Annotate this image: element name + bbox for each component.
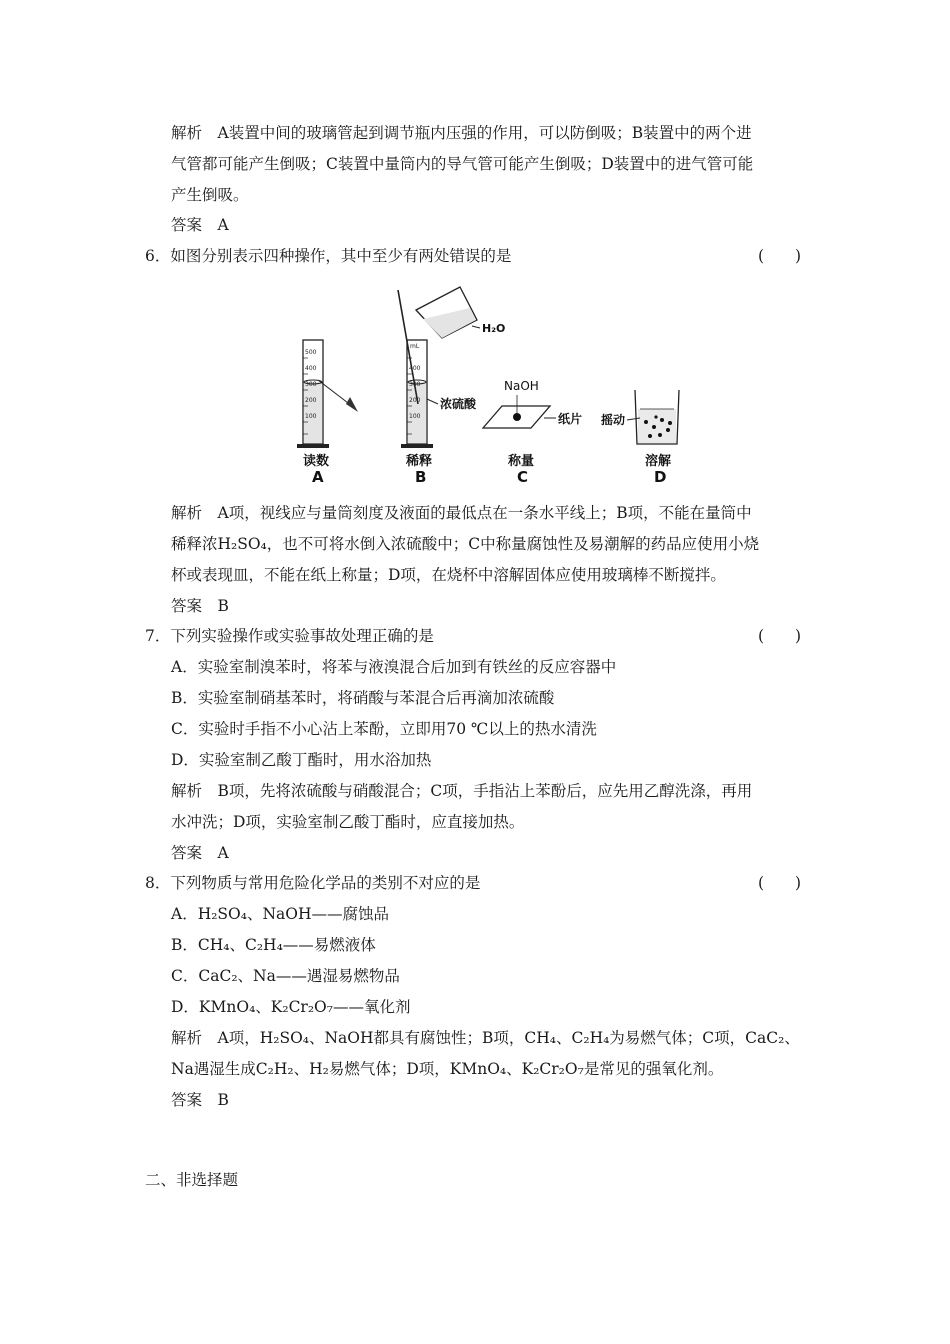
q6-analysis-line-2: 稀释浓H₂SO₄，也不可将水倒入浓硫酸中；C中称量腐蚀性及易潮解的药品应使用小烧 <box>171 535 760 553</box>
letter-d: D <box>654 468 667 484</box>
letter-b: B <box>415 468 427 484</box>
q7-answer-paren: ( ) <box>758 627 802 645</box>
q8-analysis-line-2: Na遇湿生成C₂H₂、H₂易燃气体；D项，KMnO₄、K₂Cr₂O₇是常见的强氧化剂。 <box>171 1060 724 1078</box>
q8-option-a: A．H₂SO₄、NaOH——腐蚀品 <box>171 905 389 923</box>
eye-icon <box>346 397 358 412</box>
scale-400-a: 400 <box>305 365 317 372</box>
q5-analysis-line-2: 气管都可能产生倒吸；C装置中量筒内的导气管可能产生倒吸；D装置中的进气管可能 <box>171 155 754 173</box>
scale-100-b: 100 <box>409 413 421 420</box>
q8-option-b: B．CH₄、C₂H₄——易燃液体 <box>171 936 376 954</box>
op-label-c: 称量 <box>508 454 535 469</box>
scale-200-a: 200 <box>305 397 317 404</box>
q6-analysis-line-1: 解析 A项，视线应与量筒刻度及液面的最低点在一条水平线上；B项，不能在量筒中 <box>171 504 752 522</box>
q8-option-c: C．CaC₂、Na——遇湿易燃物品 <box>171 967 400 985</box>
beaker-dissolve-icon <box>627 390 679 444</box>
scale-200-b: 200 <box>409 397 421 404</box>
q6-analysis-line-3: 杯或表现皿，不能在纸上称量；D项，在烧杯中溶解固体应使用玻璃棒不断搅拌。 <box>171 566 726 584</box>
label-naoh: NaOH <box>504 379 539 393</box>
letter-a: A <box>312 468 324 484</box>
scale-400-b: 400 <box>409 365 421 372</box>
q8-option-d: D．KMnO₄、K₂Cr₂O₇——氧化剂 <box>171 998 411 1016</box>
scale-300-b: 300 <box>409 381 421 388</box>
q7-option-a: A．实验室制溴苯时，将苯与液溴混合后加到有铁丝的反应容器中 <box>171 658 617 676</box>
q6-figure <box>290 284 710 484</box>
q5-analysis-line-3: 产生倒吸。 <box>171 186 249 204</box>
op-label-a: 读数 <box>303 454 330 469</box>
q6-answer: 答案 B <box>171 597 229 615</box>
q7-stem: 7．下列实验操作或实验事故处理正确的是 <box>145 627 434 645</box>
q6-stem: 6．如图分别表示四种操作，其中至少有两处错误的是 <box>145 247 512 265</box>
unit-ml-b: mL <box>410 343 420 350</box>
q7-option-c: C．实验时手指不小心沾上苯酚，立即用70 ℃以上的热水清洗 <box>171 720 597 738</box>
label-paper: 纸片 <box>558 412 583 426</box>
label-h2o: H₂O <box>482 322 506 335</box>
paper-weighing-icon <box>483 395 556 428</box>
op-label-b: 稀释 <box>406 454 433 469</box>
scale-300-a: 300 <box>305 381 317 388</box>
q6-answer-paren: ( ) <box>758 247 802 265</box>
op-label-d: 溶解 <box>645 454 672 469</box>
letter-c: C <box>517 468 529 484</box>
q7-option-d: D．实验室制乙酸丁酯时，用水浴加热 <box>171 751 432 769</box>
q5-answer: 答案 A <box>171 216 229 234</box>
q7-analysis-line-1: 解析 B项，先将浓硫酸与硝酸混合；C项，手指沾上苯酚后，应先用乙醇洗涤，再用 <box>171 782 753 800</box>
q8-answer-paren: ( ) <box>758 874 802 892</box>
scale-500-a: 500 <box>305 349 317 356</box>
section-title: 二、非选择题 <box>145 1171 239 1189</box>
q5-analysis-line-1: 解析 A装置中间的玻璃管起到调节瓶内压强的作用，可以防倒吸；B装置中的两个进 <box>171 124 752 142</box>
q7-answer: 答案 A <box>171 844 229 862</box>
q7-option-b: B．实验室制硝基苯时，将硝酸与苯混合后再滴加浓硫酸 <box>171 689 555 707</box>
label-shake: 摇动 <box>601 413 626 427</box>
q8-stem: 8．下列物质与常用危险化学品的类别不对应的是 <box>145 874 481 892</box>
q7-analysis-line-2: 水冲洗；D项，实验室制乙酸丁酯时，应直接加热。 <box>171 813 525 831</box>
q8-answer: 答案 B <box>171 1091 229 1109</box>
label-conc-acid: 浓硫酸 <box>440 397 477 411</box>
q8-analysis-line-1: 解析 A项，H₂SO₄、NaOH都具有腐蚀性；B项，CH₄、C₂H₄为易燃气体；C项，CaC₂、 <box>171 1029 800 1047</box>
cylinder-a-icon <box>297 340 358 448</box>
scale-100-a: 100 <box>305 413 317 420</box>
